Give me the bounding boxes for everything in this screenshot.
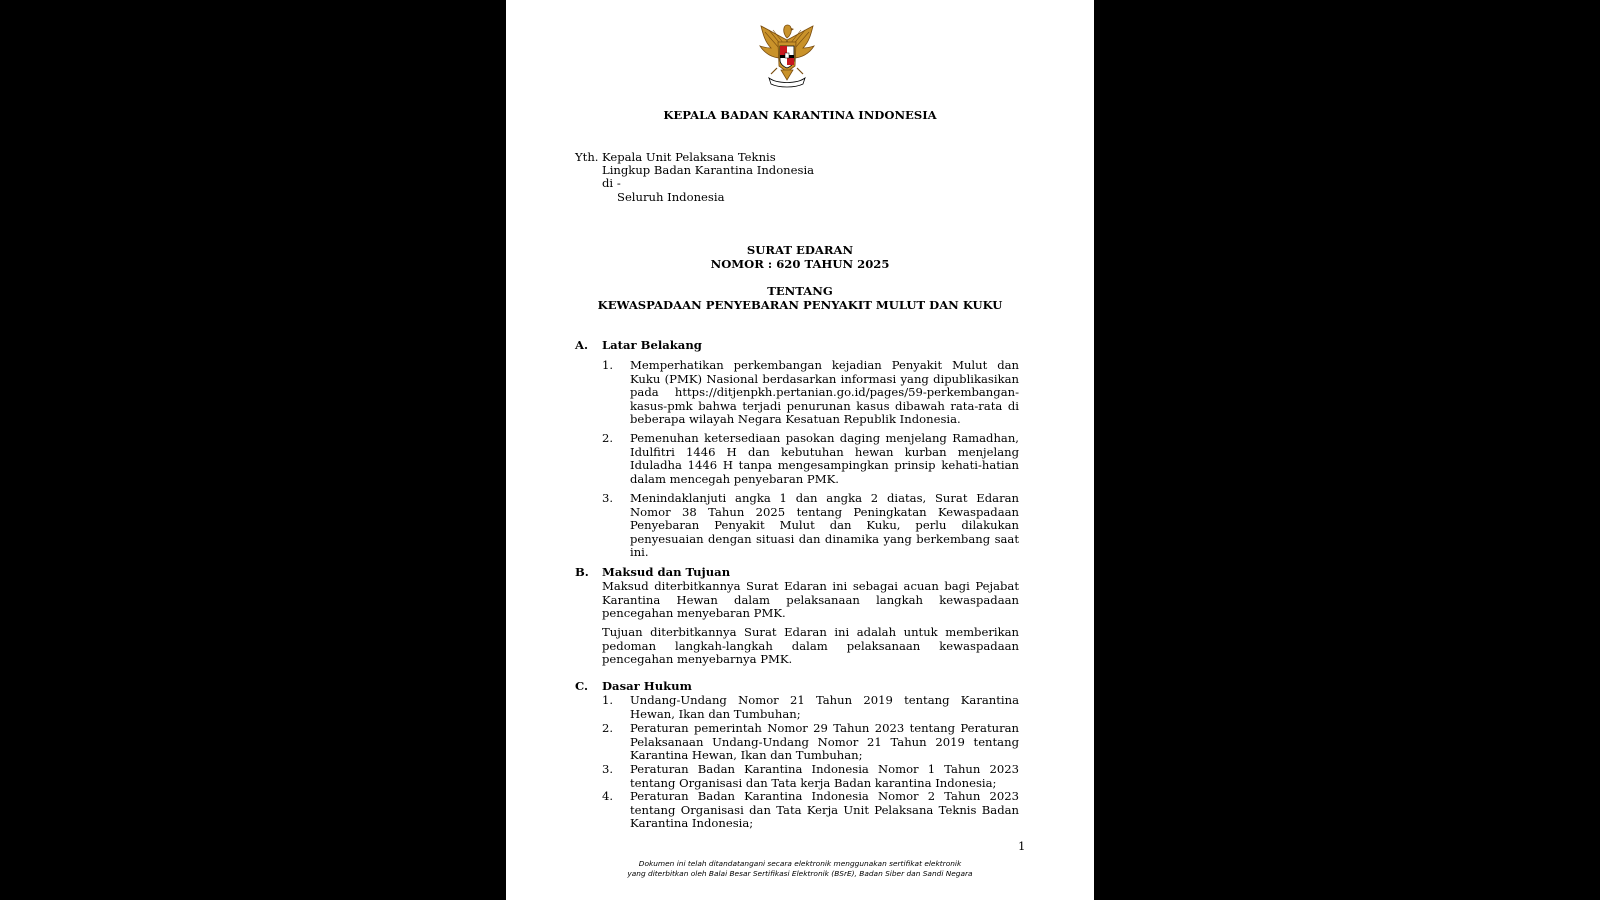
doc-number: NOMOR : 620 TAHUN 2025 xyxy=(710,257,890,271)
addressee-line1: Kepala Unit Pelaksana Teknis xyxy=(602,150,776,164)
list-item xyxy=(602,432,1019,486)
addressee-line4: Seluruh Indonesia xyxy=(617,190,725,204)
section-b-heading: Maksud dan Tujuan xyxy=(602,565,731,579)
doc-subject: KEWASPADAAN PENYEBARAN PENYAKIT MULUT DAN KUKU xyxy=(597,298,1003,312)
item-number: 4. xyxy=(602,789,614,803)
garuda-emblem-icon xyxy=(757,22,817,88)
addressee-line2: Lingkup Badan Karantina Indonesia xyxy=(602,163,815,177)
item-number: 1. xyxy=(602,358,614,372)
item-number: 2. xyxy=(602,431,614,445)
item-number: 3. xyxy=(602,762,614,776)
list-item xyxy=(602,790,1019,831)
purpose-paragraph: Maksud diterbitkannya Surat Edaran ini sebagai acuan bagi Pejabat Karantina Hewan dalam pelaksanaan langkah kewaspadaan pencegahan menyebaran PMK. xyxy=(602,579,1019,621)
list-item xyxy=(602,359,1019,427)
item-text: Peraturan pemerintah Nomor 29 Tahun 2023 tentang Peraturan Pelaksanaan Undang-Undang Nomor 21 Tahun 2019 tentang Karantina Hewan, Ikan dan Tumbuhan; xyxy=(630,721,1019,763)
signature-notice-line1: Dokumen ini telah ditandatangani secara elektronik menggunakan sertifikat elektronik xyxy=(638,859,962,868)
list-item xyxy=(602,763,1019,790)
addressee-line3: di - xyxy=(602,176,621,190)
signature-notice-line2: yang diterbitkan oleh Balai Besar Sertifikasi Elektronik (BSrE), Badan Siber dan Sandi Negara xyxy=(627,869,973,878)
item-text: Peraturan Badan Karantina Indonesia Nomor 1 Tahun 2023 tentang Organisasi dan Tata kerja Badan karantina Indonesia; xyxy=(630,762,1019,790)
section-b-letter: B. xyxy=(575,565,589,579)
addressee-prefix: Yth. xyxy=(575,150,599,164)
item-number: 1. xyxy=(602,693,614,707)
section-a-letter: A. xyxy=(575,338,589,352)
page-number: 1 xyxy=(1018,839,1026,853)
item-text: Pemenuhan ketersediaan pasokan daging menjelang Ramadhan, Idulfitri 1446 H dan kebutuhan hewan kurban menjelang Iduladha 1446 H tanpa mengesampingkan prinsip kehati-hatian dalam mencegah penyebaran PMK. xyxy=(630,431,1019,486)
list-item xyxy=(602,492,1019,560)
item-text: Menindaklanjuti angka 1 dan angka 2 diatas, Surat Edaran Nomor 38 Tahun 2025 tentang Peningkatan Kewaspadaan Penyebaran Penyakit Mulut dan Kuku, perlu dilakukan penyesuaian dengan situasi dan dinamika yang berkembang saat ini. xyxy=(630,491,1019,560)
doc-type-title: SURAT EDARAN xyxy=(746,243,854,257)
item-text: Undang-Undang Nomor 21 Tahun 2019 tentang Karantina Hewan, Ikan dan Tumbuhan; xyxy=(630,693,1019,721)
objective-paragraph: Tujuan diterbitkannya Surat Edaran ini adalah untuk memberikan pedoman langkah-langkah dalam pelaksanaan kewaspadaan pencegahan menyebarnya PMK. xyxy=(602,625,1019,667)
section-c-heading: Dasar Hukum xyxy=(602,679,692,693)
item-text: Peraturan Badan Karantina Indonesia Nomor 2 Tahun 2023 tentang Organisasi dan Tata Kerja Unit Pelaksana Teknis Badan Karantina Indonesia; xyxy=(630,789,1019,831)
about-label: TENTANG xyxy=(767,284,833,298)
document-page xyxy=(506,0,1094,900)
list-item xyxy=(602,694,1019,721)
section-c-letter: C. xyxy=(575,679,589,693)
item-number: 2. xyxy=(602,721,614,735)
list-item xyxy=(602,722,1019,763)
item-text: Memperhatikan perkembangan kejadian Penyakit Mulut dan Kuku (PMK) Nasional berdasarkan informasi yang dipublikasikan pada https://ditjenpkh.pertanian.go.id/pages/59-perkembangan-kasus-pmk bahwa terjadi penurunan kasus dibawah rata-rata di beberapa wilayah Negara Kesatuan Republik Indonesia. xyxy=(630,358,1019,427)
section-a-heading: Latar Belakang xyxy=(602,338,702,352)
item-number: 3. xyxy=(602,491,614,505)
institution-title: KEPALA BADAN KARANTINA INDONESIA xyxy=(663,108,937,122)
